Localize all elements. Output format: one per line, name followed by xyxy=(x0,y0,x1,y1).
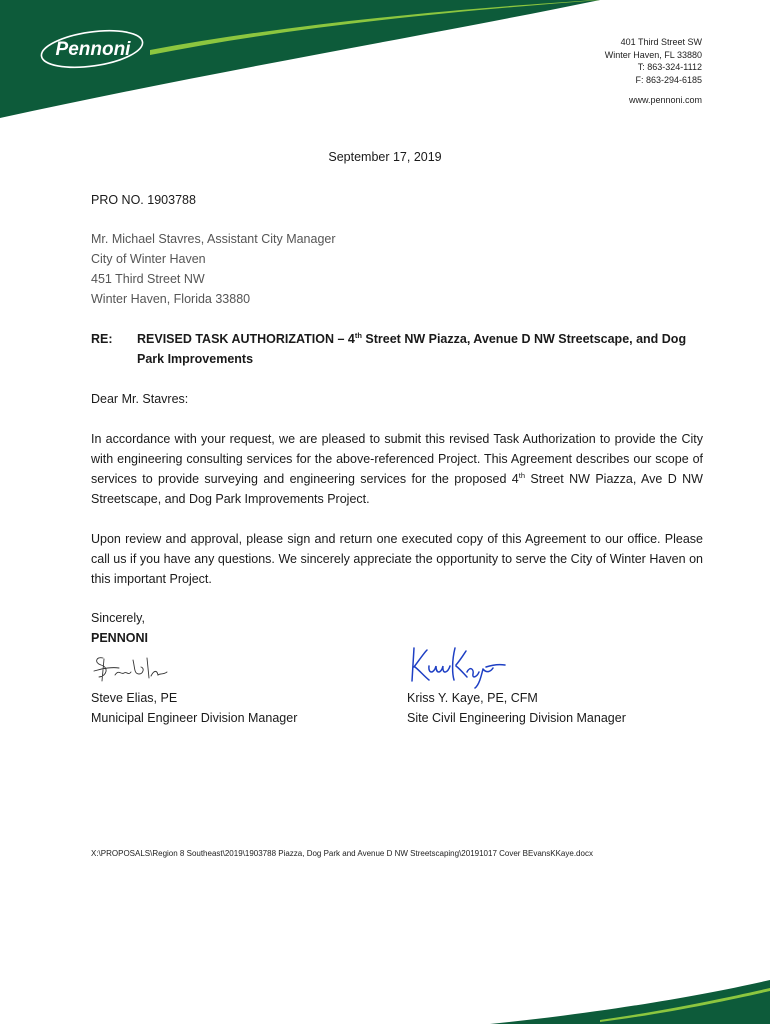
recipient-name: Mr. Michael Stavres, Assistant City Manager xyxy=(91,232,336,246)
signatory-1-title: Municipal Engineer Division Manager xyxy=(91,711,298,725)
project-number: PRO NO. 1903788 xyxy=(91,193,196,207)
footer-swoosh xyxy=(0,980,770,1024)
address-city: Winter Haven, FL 33880 xyxy=(604,49,702,60)
company-address xyxy=(605,36,702,107)
document-file-path: X:\PROPOSALS\Region 8 Southeast\2019\1903788 Piazza, Dog Park and Avenue D NW Streetscaping\20191017 Cover BEvansKKaye.docx xyxy=(91,849,593,858)
recipient-city: Winter Haven, Florida 33880 xyxy=(91,292,251,306)
letter-date: September 17, 2019 xyxy=(328,150,442,164)
pennoni-logo xyxy=(38,28,146,70)
signatory-2 xyxy=(407,688,626,728)
recipient-street: 451 Third Street NW xyxy=(91,272,205,286)
subject-text: REVISED TASK AUTHORIZATION – 4th Street NW Piazza, Avenue D NW Streetscape, and Dog Park Improvements xyxy=(137,330,687,366)
signatory-1-name: Steve Elias, PE xyxy=(91,691,178,705)
phone-number: T: 863-324-1112 xyxy=(637,62,702,73)
closing-text: Sincerely, xyxy=(91,611,145,625)
signatory-2-title: Site Civil Engineering Division Manager xyxy=(407,711,626,725)
body-paragraph-2: Upon review and approval, please sign and return one executed copy of this Agreement to our office. Please call us if you have any questions. We sincerely appreciate the opportunity to serve the City of Winter Haven on this important Project. xyxy=(91,532,703,586)
website-link[interactable]: www.pennoni.com xyxy=(628,95,702,106)
signature-kriss-kaye xyxy=(407,643,507,689)
subject-label: RE: xyxy=(91,332,113,346)
salutation: Dear Mr. Stavres: xyxy=(91,392,189,406)
firm-name: PENNONI xyxy=(91,631,148,645)
recipient-address xyxy=(91,229,703,309)
logo-text: Pennoni xyxy=(55,39,131,60)
signatory-2-name: Kriss Y. Kaye, PE, CFM xyxy=(407,691,538,705)
signatory-1 xyxy=(91,688,297,728)
fax-number: F: 863-294-6185 xyxy=(635,74,702,85)
subject-line xyxy=(91,329,703,369)
address-street: 401 Third Street SW xyxy=(620,37,702,47)
signature-steve-elias xyxy=(91,650,171,686)
body-paragraph-1: In accordance with your request, we are pleased to submit this revised Task Authorization to provide the City with engineering consulting services for the above-referenced Project. This Agreement describes our scope of services to provide surveying and engineering services for the proposed 4th Street NW Piazza, Ave D NW Streetscape, and Dog Park Improvements Project. xyxy=(91,432,703,506)
closing-block xyxy=(91,608,703,648)
recipient-organization: City of Winter Haven xyxy=(91,252,206,266)
